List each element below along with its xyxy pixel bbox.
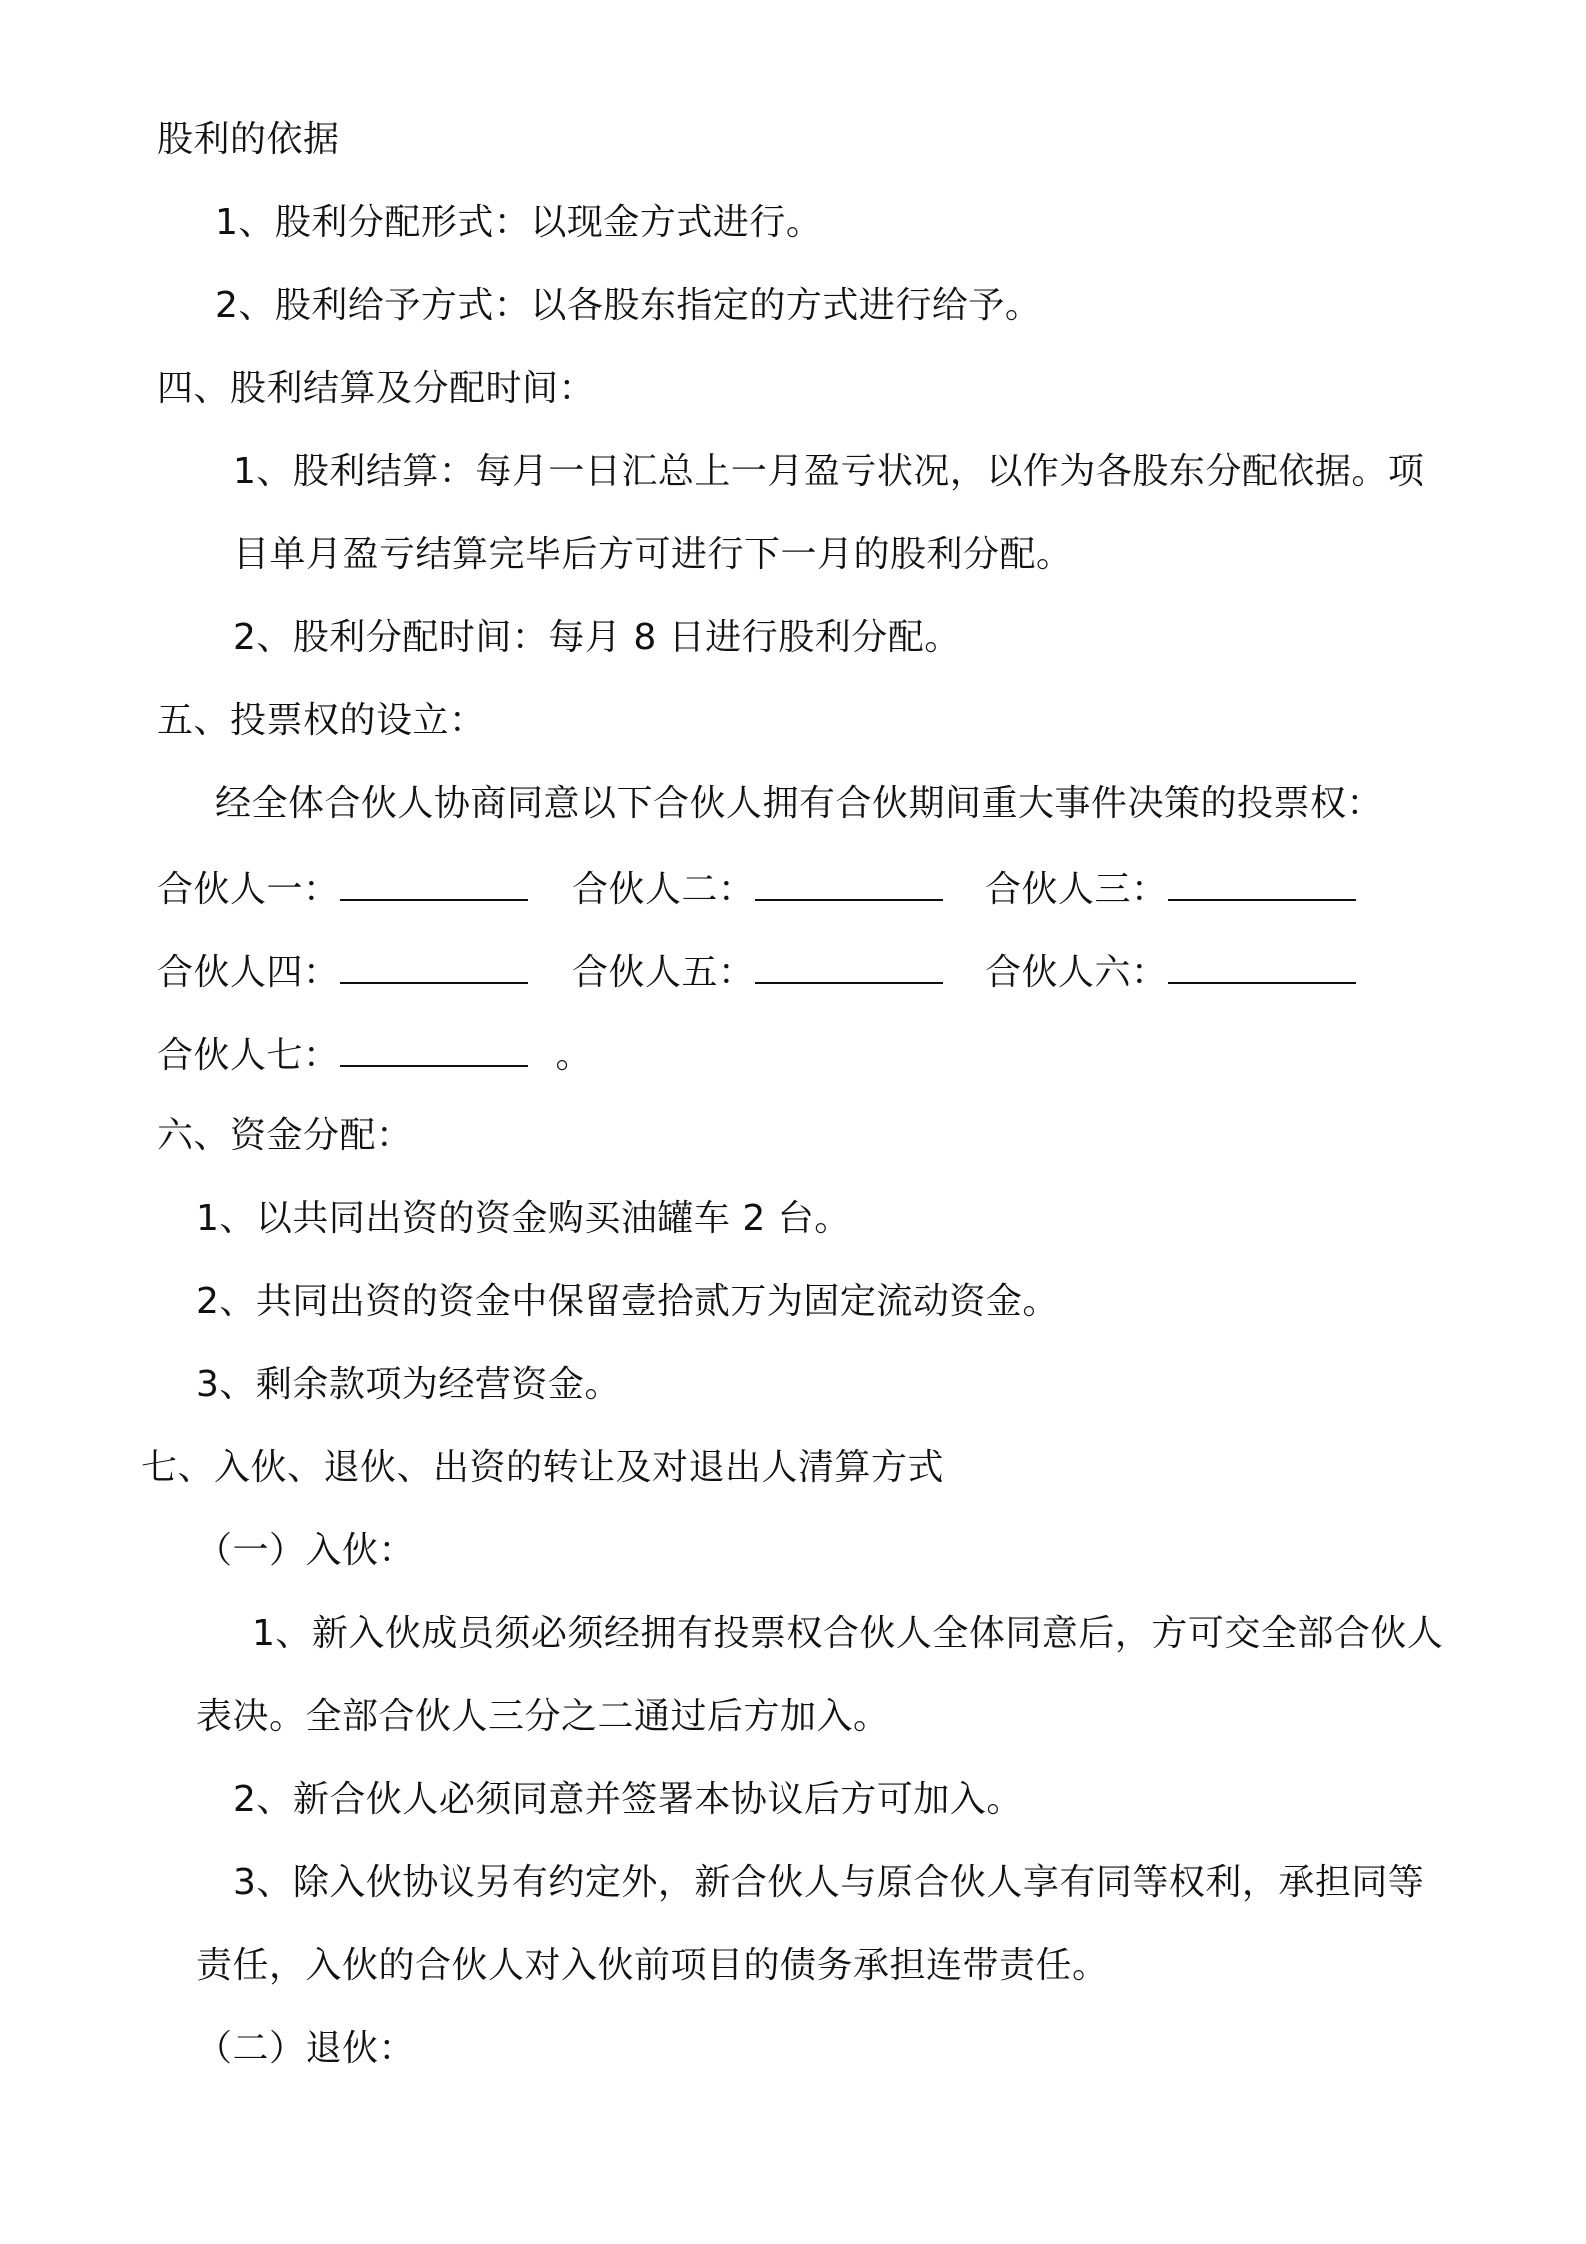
partner-end-mark: 。 <box>555 1035 593 1076</box>
paragraph-fund-2: 2、共同出资的资金中保留壹拾贰万为固定流动资金。 <box>196 1281 1059 1322</box>
partner-label: 合伙人一： <box>157 869 340 910</box>
subheading-withdrawal: （二）退伙： <box>196 2028 416 2069</box>
partner-blank[interactable] <box>755 948 943 984</box>
paragraph-voting-intro: 经全体合伙人协商同意以下合伙人拥有合伙期间重大事件决策的投票权： <box>215 783 1384 824</box>
section-heading-partnership-changes: 七、入伙、退伙、出资的转让及对退出人清算方式 <box>141 1447 945 1488</box>
partner-label: 合伙人四： <box>157 952 340 993</box>
partner-label: 合伙人二： <box>572 869 755 910</box>
partner-label: 合伙人七： <box>157 1035 340 1076</box>
partner-field-4 <box>157 948 528 995</box>
partner-blank[interactable] <box>1168 865 1356 901</box>
partner-blank[interactable] <box>1168 948 1356 984</box>
partner-blank[interactable] <box>340 865 528 901</box>
partner-field-6 <box>985 948 1356 995</box>
partner-blank[interactable] <box>340 1031 528 1067</box>
partner-label: 合伙人五： <box>572 952 755 993</box>
partner-label: 合伙人六： <box>985 952 1168 993</box>
subheading-joining: （一）入伙： <box>196 1530 416 1571</box>
paragraph-joining-2: 2、新合伙人必须同意并签署本协议后方可加入。 <box>233 1779 1023 1820</box>
partner-blank[interactable] <box>340 948 528 984</box>
partner-field-7 <box>157 1031 592 1078</box>
paragraph-settlement-line1: 1、股利结算：每月一日汇总上一月盈亏状况，以作为各股东分配依据。项 <box>233 451 1425 492</box>
partner-blank[interactable] <box>755 865 943 901</box>
paragraph-dividend-form: 1、股利分配形式：以现金方式进行。 <box>215 202 823 243</box>
partner-field-3 <box>985 865 1356 912</box>
paragraph-distribution-time: 2、股利分配时间：每月 8 日进行股利分配。 <box>233 617 961 658</box>
paragraph-joining-1-line2: 表决。全部合伙人三分之二通过后方加入。 <box>196 1696 890 1737</box>
section-heading-settlement-time: 四、股利结算及分配时间： <box>157 368 596 409</box>
paragraph-joining-3-line1: 3、除入伙协议另有约定外，新合伙人与原合伙人享有同等权利，承担同等 <box>233 1862 1425 1903</box>
paragraph-settlement-line2: 目单月盈亏结算完毕后方可进行下一月的股利分配。 <box>233 534 1073 575</box>
paragraph-joining-1-line1: 1、新入伙成员须必须经拥有投票权合伙人全体同意后，方可交全部合伙人 <box>252 1613 1444 1654</box>
paragraph-fund-3: 3、剩余款项为经营资金。 <box>196 1364 621 1405</box>
paragraph-joining-3-line2: 责任，入伙的合伙人对入伙前项目的债务承担连带责任。 <box>196 1945 1109 1986</box>
section-heading-dividend-basis: 股利的依据 <box>157 119 340 160</box>
paragraph-dividend-grant: 2、股利给予方式：以各股东指定的方式进行给予。 <box>215 285 1042 326</box>
partner-field-5 <box>572 948 943 995</box>
partner-field-2 <box>572 865 943 912</box>
section-heading-voting-rights: 五、投票权的设立： <box>157 700 486 741</box>
section-heading-fund-allocation: 六、资金分配： <box>157 1115 413 1156</box>
partner-label: 合伙人三： <box>985 869 1168 910</box>
paragraph-fund-1: 1、以共同出资的资金购买油罐车 2 台。 <box>196 1198 851 1239</box>
partner-field-1 <box>157 865 528 912</box>
